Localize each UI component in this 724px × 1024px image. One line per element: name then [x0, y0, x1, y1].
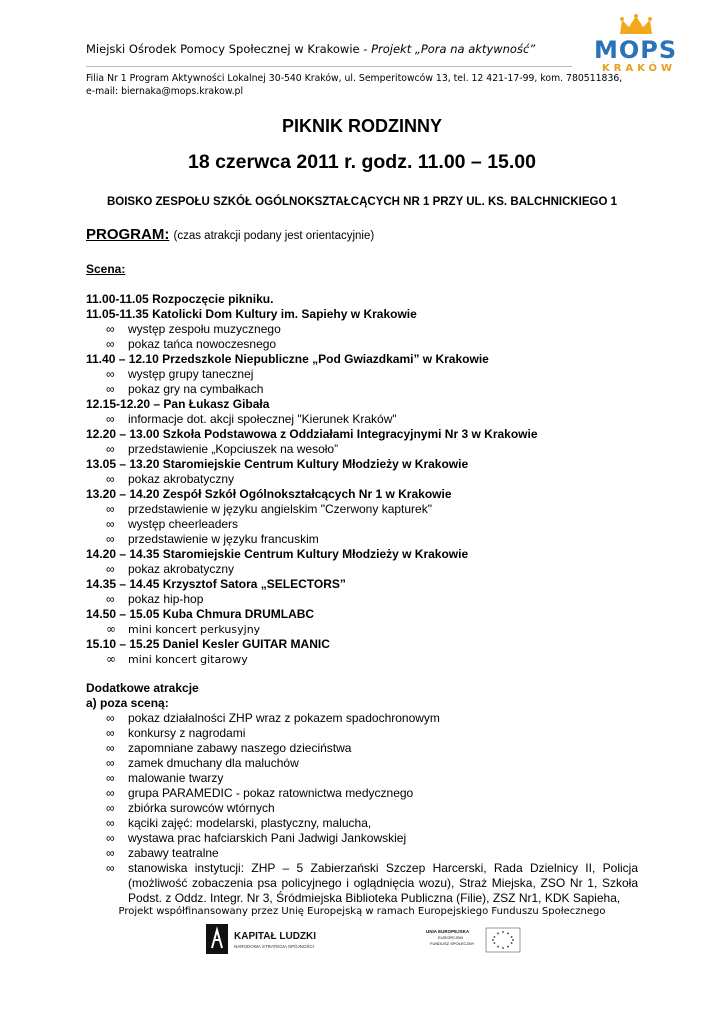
schedule-time-row: 12.15-12.20 – Pan Łukasz Gibała: [86, 397, 270, 411]
infinity-bullet-icon: ∞: [106, 502, 115, 516]
extras-item-text: zabawy teatralne: [128, 846, 219, 860]
logo-krakow-text: KRAKÓW: [602, 63, 677, 74]
schedule-item: [86, 517, 638, 532]
schedule-item-text: występ zespołu muzycznego: [128, 322, 281, 336]
program-label: PROGRAM:: [86, 226, 170, 243]
schedule-item: [86, 652, 638, 667]
scena-label: Scena:: [86, 262, 126, 276]
extras-item: [86, 741, 638, 756]
schedule-time-row: 11.40 – 12.10 Przedszkole Niepubliczne „Pod Gwiazdkami” w Krakowie: [86, 352, 489, 366]
extras-subheading: a) poza sceną:: [86, 696, 169, 710]
extras-heading: Dodatkowe atrakcje: [86, 681, 199, 695]
schedule-item: [86, 412, 638, 427]
infinity-bullet-icon: ∞: [106, 622, 116, 636]
schedule-time-row: 11.05-11.35 Katolicki Dom Kultury im. Sapiehy w Krakowie: [86, 307, 417, 321]
extras-item-text: zapomniane zabawy naszego dzieciństwa: [128, 741, 352, 755]
schedule-item-text: pokaz hip-hop: [128, 592, 204, 606]
infinity-bullet-icon: ∞: [106, 801, 115, 815]
infinity-bullet-icon: ∞: [106, 472, 115, 486]
schedule-item: [86, 502, 638, 517]
schedule-item: [86, 472, 638, 487]
header-divider: [86, 66, 572, 67]
schedule-item-text: pokaz tańca nowoczesnego: [128, 337, 277, 351]
extras-item: [86, 831, 638, 846]
program-heading: [86, 226, 374, 243]
header-email: e-mail: biernaka@mops.krakow.pl: [86, 86, 244, 97]
infinity-bullet-icon: ∞: [106, 861, 115, 875]
infinity-bullet-icon: ∞: [106, 562, 115, 576]
ue-line2: EUROPEJSKI: [438, 935, 464, 940]
schedule-time-row: 15.10 – 15.25 Daniel Kesler GUITAR MANIC: [86, 637, 330, 651]
extras-item-text: zbiórka surowców wtórnych: [128, 801, 275, 815]
schedule-item-text: pokaz akrobatyczny: [128, 562, 235, 576]
kapital-ludzki-logo: [204, 922, 324, 956]
program-note: (czas atrakcji podany jest orientacyjnie): [173, 230, 375, 242]
schedule-item: [86, 382, 638, 397]
kl-title: KAPITAŁ LUDZKI: [234, 931, 317, 942]
extras-item: [86, 816, 638, 831]
schedule-time-row: 12.20 – 13.00 Szkoła Podstawowa z Oddziałami Integracyjnymi Nr 3 w Krakowie: [86, 427, 538, 441]
schedule-time-row: 14.20 – 14.35 Staromiejskie Centrum Kultury Młodzieży w Krakowie: [86, 547, 469, 561]
schedule-time-row: 14.50 – 15.05 Kuba Chmura DRUMLABC: [86, 607, 315, 621]
schedule-item-text: przedstawienie „Kopciuszek na wesoło”: [128, 442, 339, 456]
schedule-item: [86, 367, 638, 382]
infinity-bullet-icon: ∞: [106, 771, 115, 785]
infinity-bullet-icon: ∞: [106, 322, 115, 336]
schedule-item: [86, 442, 638, 457]
kl-subtitle: NARODOWA STRATEGIA SPÓJNOŚCI: [234, 944, 315, 949]
ue-line1: UNIA EUROPEJSKA: [426, 929, 470, 934]
schedule-item: [86, 532, 638, 547]
header-project-title: Projekt „Pora na aktywność”: [371, 42, 536, 56]
schedule-time-row: 11.00-11.05 Rozpoczęcie pikniku.: [86, 292, 274, 306]
infinity-bullet-icon: ∞: [106, 412, 115, 426]
extras-item: [86, 756, 638, 771]
infinity-bullet-icon: ∞: [106, 741, 115, 755]
extras-item-text: kąciki zajęć: modelarski, plastyczny, malucha,: [128, 816, 372, 830]
event-venue: BOISKO ZESPOŁU SZKÓŁ OGÓLNOKSZTAŁCĄCYCH NR 1 PRZY UL. KS. BALCHNICKIEGO 1: [106, 196, 618, 208]
schedule-item-text: występ grupy tanecznej: [128, 367, 254, 381]
extras-item-text: grupa PARAMEDIC - pokaz ratownictwa medycznego: [128, 786, 414, 800]
mops-logo: [594, 14, 678, 78]
extras-item: [86, 801, 638, 816]
infinity-bullet-icon: ∞: [106, 532, 115, 546]
header-org-text: Miejski Ośrodek Pomocy Społecznej w Krakowie -: [86, 42, 372, 56]
extras-item: [86, 726, 638, 741]
infinity-bullet-icon: ∞: [106, 786, 115, 800]
crown-icon: [618, 14, 654, 36]
header-organization: [86, 42, 535, 56]
extras-item-text: malowanie twarzy: [128, 771, 224, 785]
schedule-item-text: występ cheerleaders: [128, 517, 239, 531]
schedule-item: [86, 322, 638, 337]
schedule-item: [86, 562, 638, 577]
logo-mops-text: MOPS: [594, 36, 678, 64]
schedule-item-text: mini koncert gitarowy: [128, 653, 248, 666]
schedule-time-row: 13.05 – 13.20 Staromiejskie Centrum Kultury Młodzieży w Krakowie: [86, 457, 469, 471]
extras-item: [86, 711, 638, 726]
schedule-item-text: przedstawienie w języku francuskim: [128, 532, 319, 546]
extras-item: [86, 846, 638, 861]
infinity-bullet-icon: ∞: [106, 726, 115, 740]
eu-logo: [424, 926, 524, 954]
infinity-bullet-icon: ∞: [106, 367, 115, 381]
extras-item-text: stanowiska instytucji: ZHP – 5 Zabierzański Szczep Harcerski, Rada Dzielnicy II, Policja (możliwość zobaczenia psa policyjnego i oglądnięcia wozu), Straż Miejska, ZSO Nr 1, Szkoła Podst. z Oddz. Integr. Nr 3, Śródmiejska Biblioteka Publiczna (Filie), ZSZ Nr1, KDK Sapieha,: [128, 861, 638, 905]
schedule-item: [86, 622, 638, 637]
infinity-bullet-icon: ∞: [106, 756, 115, 770]
schedule-list: [86, 292, 638, 667]
extras-item: [86, 786, 638, 801]
extras-item-text: wystawa prac hafciarskich Pani Jadwigi Jankowskiej: [128, 831, 407, 845]
footer-cofinancing-text: Projekt współfinansowany przez Unię Europejską w ramach Europejskiego Funduszu Społecznego: [118, 906, 606, 917]
schedule-item: [86, 337, 638, 352]
infinity-bullet-icon: ∞: [106, 652, 116, 666]
schedule-item-text: pokaz gry na cymbałkach: [128, 382, 264, 396]
extras-item-text: konkursy z nagrodami: [128, 726, 246, 740]
infinity-bullet-icon: ∞: [106, 442, 115, 456]
event-date: 18 czerwca 2011 r. godz. 11.00 – 15.00: [187, 151, 536, 173]
infinity-bullet-icon: ∞: [106, 846, 115, 860]
infinity-bullet-icon: ∞: [106, 711, 115, 725]
schedule-item-text: informacje dot. akcji społecznej "Kierunek Kraków": [128, 412, 397, 426]
infinity-bullet-icon: ∞: [106, 592, 115, 606]
header-address: Filia Nr 1 Program Aktywności Lokalnej 30-540 Kraków, ul. Semperitowców 13, tel. 12 421-17-99, kom. 780511836,: [86, 73, 623, 84]
extras-item-text: pokaz działalności ZHP wraz z pokazem spadochronowym: [128, 711, 440, 725]
schedule-time-row: 14.35 – 14.45 Krzysztof Satora „SELECTORS”: [86, 577, 346, 591]
schedule-item-text: mini koncert perkusyjny: [128, 623, 261, 636]
extras-item: [86, 771, 638, 786]
infinity-bullet-icon: ∞: [106, 816, 115, 830]
schedule-time-row: 13.20 – 14.20 Zespół Szkół Ogólnokształcących Nr 1 w Krakowie: [86, 487, 452, 501]
extras-list: [86, 711, 638, 906]
infinity-bullet-icon: ∞: [106, 337, 115, 351]
program-content: [86, 262, 638, 906]
infinity-bullet-icon: ∞: [106, 831, 115, 845]
header-address-block: [86, 72, 622, 98]
extras-item-text: zamek dmuchany dla maluchów: [128, 756, 299, 770]
schedule-item-text: przedstawienie w języku angielskim "Czerwony kapturek": [128, 502, 432, 516]
schedule-item-text: pokaz akrobatyczny: [128, 472, 235, 486]
extras-item: [86, 861, 638, 906]
page-title: PIKNIK RODZINNY: [281, 116, 442, 136]
ue-line3: FUNDUSZ SPOŁECZNY: [430, 941, 475, 946]
infinity-bullet-icon: ∞: [106, 382, 115, 396]
schedule-item: [86, 592, 638, 607]
infinity-bullet-icon: ∞: [106, 517, 115, 531]
